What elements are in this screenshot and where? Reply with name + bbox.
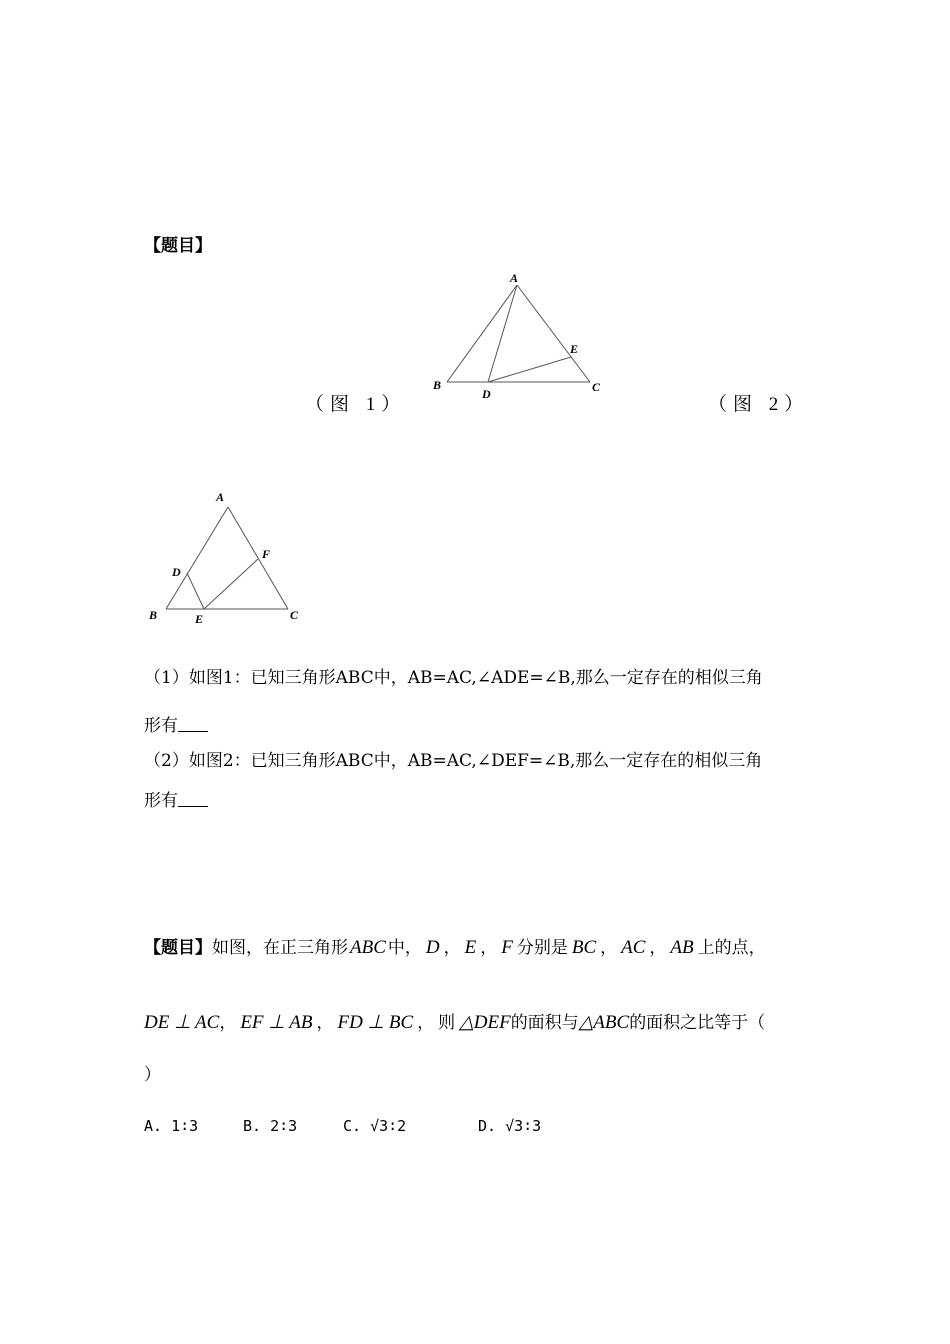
fig1-point-a: A — [510, 271, 519, 285]
option-a-label: A. — [144, 1117, 163, 1135]
problem1-header: 【题目】 — [144, 236, 212, 256]
question2-line2-text: 形有 — [144, 791, 178, 811]
math-f: F — [501, 937, 513, 958]
math-ab: AB — [670, 937, 694, 958]
option-d[interactable] — [478, 1117, 541, 1135]
math-e: E — [464, 937, 477, 958]
problem2-text7: 的面积之比等于（ — [629, 1013, 766, 1033]
option-c[interactable] — [343, 1117, 406, 1135]
fig1-segment-ab — [447, 285, 517, 382]
fig2-point-b: B — [149, 608, 158, 622]
fig1-segment-de — [488, 357, 571, 382]
fig2-segment-ac — [228, 507, 288, 609]
fig2-point-a: A — [216, 490, 225, 504]
problem2-line2: DE ⊥ AC， EF ⊥ AB ， FD ⊥ BC ， 则 △DEF的面积与△ABC的面积之比等于（ — [144, 1012, 766, 1033]
option-b-label: B. — [243, 1117, 262, 1135]
problem2-text4: 上的点， — [697, 938, 766, 958]
problem2-header: 【题目】 — [144, 938, 212, 958]
fig1-point-b: B — [433, 378, 442, 392]
problem2-close-paren: ） — [144, 1065, 161, 1085]
figure1-diagram — [425, 265, 615, 405]
question1-line2 — [144, 711, 208, 736]
math-abc: ABC — [350, 937, 386, 958]
question2-line2 — [144, 786, 208, 811]
fig2-point-c: C — [290, 608, 299, 622]
math-triangle-def: △DEF — [459, 1012, 511, 1033]
figure2-caption: （图 2） — [708, 394, 810, 415]
option-c-label: C. — [343, 1117, 362, 1135]
option-a-value: 1∶3 — [171, 1117, 199, 1135]
option-c-value: √3∶2 — [370, 1117, 407, 1135]
option-d-label: D. — [478, 1117, 497, 1135]
answer-blank-1[interactable] — [178, 730, 208, 732]
fig1-point-c: C — [592, 380, 601, 394]
figure1-caption: （图 1） — [305, 394, 407, 415]
figure2-diagram — [140, 485, 320, 630]
problem2-text6: 的面积与 — [510, 1013, 579, 1033]
problem2-text5: 则 — [438, 1013, 456, 1033]
option-d-value: √3∶3 — [505, 1117, 542, 1135]
option-b-value: 2∶3 — [270, 1117, 298, 1135]
option-a[interactable] — [144, 1117, 198, 1135]
answer-blank-2[interactable] — [178, 805, 208, 807]
math-de-perp-ac: DE ⊥ AC — [144, 1012, 220, 1033]
math-ac: AC — [621, 937, 646, 958]
math-d: D — [425, 937, 440, 958]
math-triangle-abc: △ABC — [578, 1012, 630, 1033]
question1-line1: （1）如图1：已知三角形ABC中，AB=AC,∠ADE=∠B,那么一定存在的相似三角 — [144, 668, 763, 688]
fig2-point-d: D — [172, 565, 181, 579]
fig2-point-e: E — [195, 612, 204, 626]
problem2-text1: 如图，在正三角形 — [212, 938, 348, 958]
math-ef-perp-ab: EF ⊥ AB — [240, 1012, 313, 1033]
question2-line1: （2）如图2：已知三角形ABC中，AB=AC,∠DEF=∠B,那么一定存在的相似三角 — [144, 751, 763, 771]
fig2-point-f: F — [262, 547, 271, 561]
math-fd-perp-bc: FD ⊥ BC — [337, 1012, 414, 1033]
question1-line2-text: 形有 — [144, 716, 178, 736]
option-b[interactable] — [243, 1117, 297, 1135]
problem2-line1: 【题目】如图，在正三角形 ABC 中， D ， E ， F 分别是 BC ， AC ， AB 上的点， — [144, 937, 766, 958]
fig1-point-e: E — [570, 342, 579, 356]
problem2-text2: 中， — [387, 938, 422, 958]
fig2-segment-ef — [204, 559, 258, 609]
fig1-point-d: D — [482, 387, 491, 401]
problem2-text3: 分别是 — [516, 938, 568, 958]
math-bc: BC — [571, 937, 597, 958]
fig1-segment-ad — [488, 285, 517, 382]
fig1-segment-ac — [517, 285, 590, 382]
fig2-segment-de — [187, 573, 204, 609]
